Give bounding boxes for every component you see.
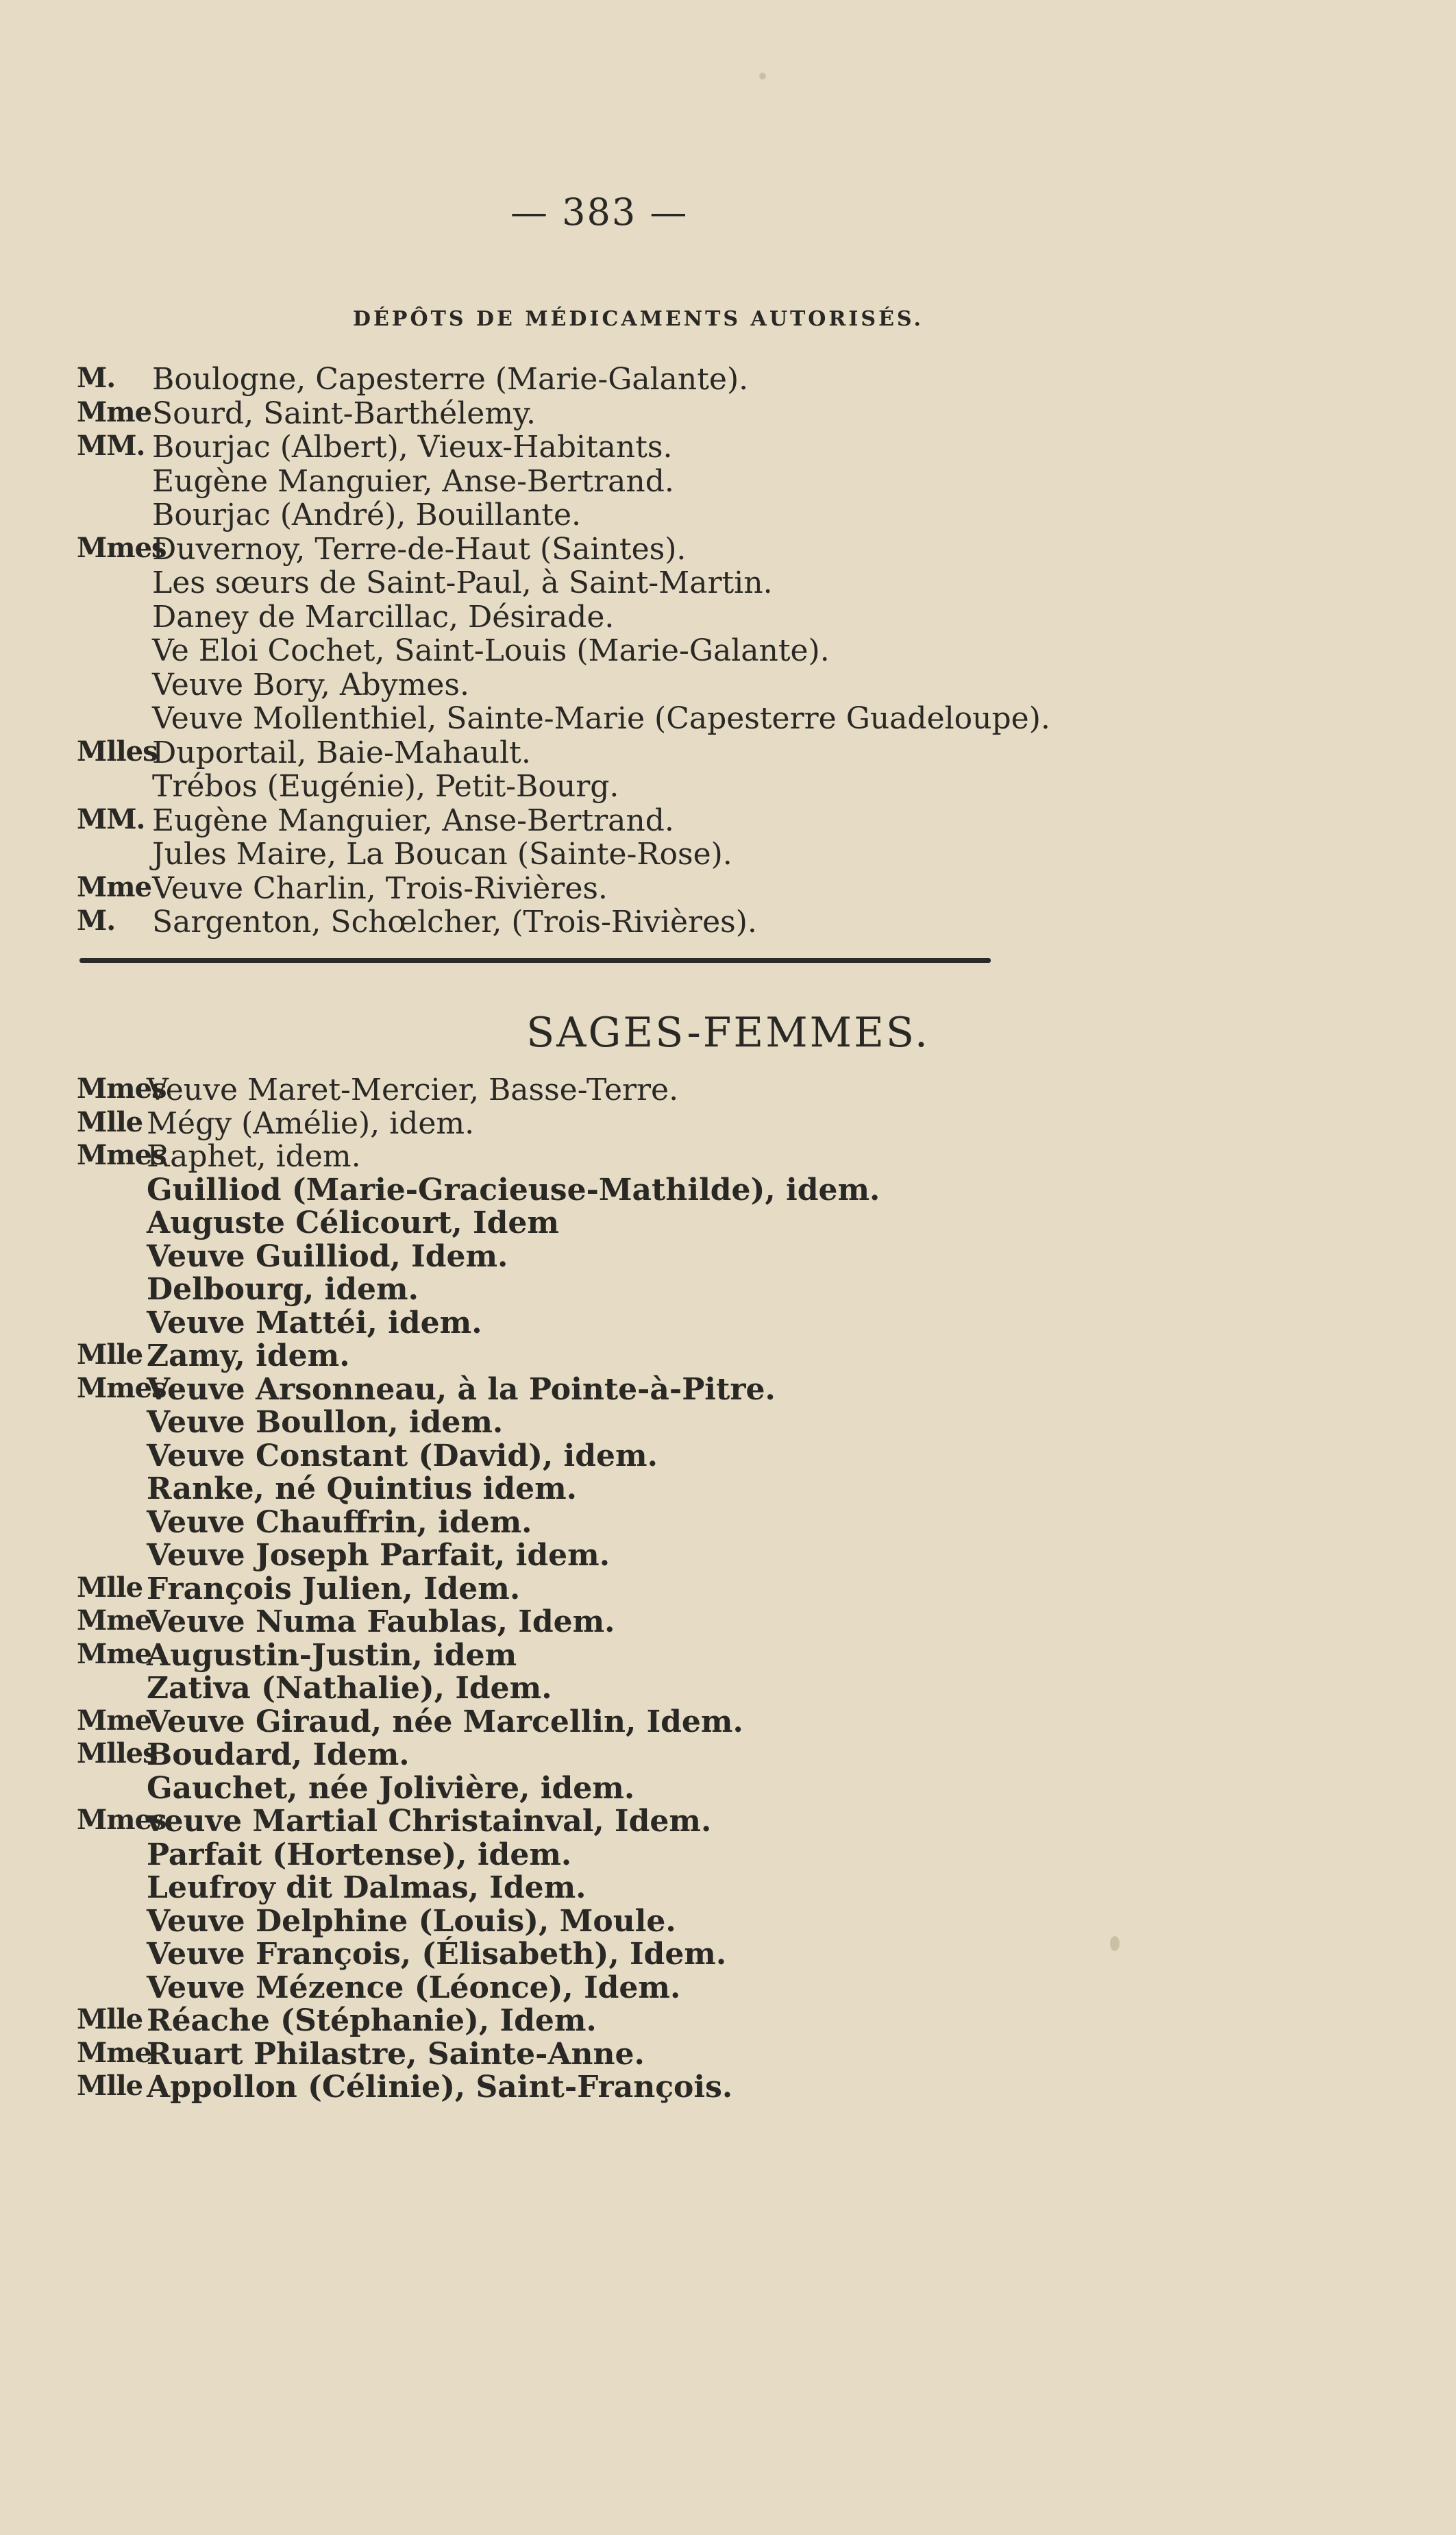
honorific-prefix: Mme	[77, 1704, 152, 1737]
list-item	[0, 1704, 1456, 1737]
entry-text: Veuve Guilliod, Idem.	[147, 1238, 508, 1274]
entry-text: François Julien, Idem.	[147, 1571, 521, 1606]
entry-text: Veuve Numa Faublas, Idem.	[147, 1604, 615, 1639]
entry-text: Veuve François, (Élisabeth), Idem.	[147, 1937, 727, 1972]
list-item	[0, 2037, 1456, 2070]
entry-text: Veuve Charlin, Trois-Rivières.	[152, 870, 608, 906]
list-item	[0, 1239, 1456, 1272]
list-item	[0, 1505, 1456, 1538]
paper-spot	[759, 73, 766, 79]
list-item	[0, 1073, 1456, 1105]
list-item	[0, 464, 1456, 497]
list-item	[0, 668, 1456, 700]
list-item	[0, 396, 1456, 429]
entry-text: Veuve Mattéi, idem.	[147, 1305, 482, 1340]
honorific-prefix: Mme	[77, 1604, 152, 1637]
entry-text: Veuve Constant (David), idem.	[147, 1438, 658, 1473]
entry-text: Veuve Mollenthiel, Sainte-Marie (Capesterre Guadeloupe).	[152, 701, 1050, 736]
honorific-prefix: M.	[77, 905, 116, 937]
paper-spot	[1110, 1936, 1120, 1951]
honorific-prefix: Mmes	[77, 1139, 166, 1171]
entry-text: Zativa (Nathalie), Idem.	[147, 1671, 552, 1706]
list-item	[0, 430, 1456, 463]
entry-text: Duportail, Baie-Mahault.	[152, 735, 531, 770]
honorific-prefix: Mlle	[77, 1338, 143, 1371]
list-item	[0, 1438, 1456, 1471]
list-item	[0, 1671, 1456, 1704]
entry-text: Veuve Maret-Mercier, Basse-Terre.	[147, 1073, 679, 1107]
list-item	[0, 1372, 1456, 1405]
entry-text: Guilliod (Marie-Gracieuse-Mathilde), idem.	[147, 1172, 880, 1208]
list-item	[0, 1571, 1456, 1604]
entry-text: Veuve Delphine (Louis), Moule.	[147, 1903, 676, 1939]
honorific-prefix: Mme	[77, 870, 152, 903]
list-item	[0, 871, 1456, 904]
list-item	[0, 1937, 1456, 1970]
section-title-depots: DÉPÔTS DE MÉDICAMENTS AUTORISÉS.	[353, 307, 924, 331]
list-item	[0, 1106, 1456, 1139]
list-item	[0, 769, 1456, 802]
list-item	[0, 498, 1456, 530]
entry-text: Auguste Célicourt, Idem	[147, 1205, 559, 1240]
page-number-text: — 383 —	[510, 191, 689, 234]
list-item	[0, 565, 1456, 598]
entry-text: Jules Maire, La Boucan (Sainte-Rose).	[152, 837, 732, 872]
list-item	[0, 1604, 1456, 1637]
entry-text: Réache (Stéphanie), Idem.	[147, 2003, 597, 2038]
section-divider	[79, 958, 991, 963]
list-item	[0, 362, 1456, 395]
entry-text: Veuve Joseph Parfait, idem.	[147, 1538, 610, 1573]
honorific-prefix: Mlles	[77, 1737, 158, 1769]
list-item	[0, 735, 1456, 768]
list-item	[0, 600, 1456, 633]
entry-text: Boudard, Idem.	[147, 1737, 410, 1772]
list-item	[0, 1338, 1456, 1371]
entry-text: Veuve Bory, Abymes.	[152, 667, 469, 702]
entry-text: Delbourg, idem.	[147, 1272, 419, 1307]
honorific-prefix: Mmes	[77, 1371, 166, 1404]
entry-text: Eugène Manguier, Anse-Bertrand.	[152, 803, 674, 838]
honorific-prefix: Mmes	[77, 531, 166, 564]
section-title-sages-femmes: SAGES-FEMMES.	[526, 1009, 930, 1057]
list-item	[0, 1405, 1456, 1438]
honorific-prefix: Mlle	[77, 1105, 143, 1138]
list-item	[0, 837, 1456, 870]
list-item	[0, 1904, 1456, 1937]
entry-text: Veuve Mézence (Léonce), Idem.	[147, 1970, 681, 2005]
honorific-prefix: Mlles	[77, 735, 158, 768]
honorific-prefix: Mlle	[77, 1571, 143, 1604]
entry-text: Leufroy dit Dalmas, Idem.	[147, 1870, 587, 1905]
entry-text: Bourjac (André), Bouillante.	[152, 498, 582, 532]
entry-text: Raphet, idem.	[147, 1139, 361, 1174]
entry-text: Les sœurs de Saint-Paul, à Saint-Martin.	[152, 565, 773, 600]
honorific-prefix: Mme	[77, 395, 152, 428]
list-item	[0, 1970, 1456, 2003]
entry-text: Mégy (Amélie), idem.	[147, 1105, 475, 1141]
list-item	[0, 1638, 1456, 1671]
list-item	[0, 1737, 1456, 1770]
entry-text: Veuve Giraud, née Marcellin, Idem.	[147, 1704, 743, 1739]
list-item	[0, 1804, 1456, 1837]
honorific-prefix: Mmes	[77, 1073, 166, 1105]
entry-text: Appollon (Célinie), Saint-François.	[147, 2070, 733, 2105]
entry-text: Ve Eloi Cochet, Saint-Louis (Marie-Galante).	[152, 633, 830, 668]
entry-text: Augustin-Justin, idem	[147, 1637, 517, 1673]
entry-text: Trébos (Eugénie), Petit-Bourg.	[152, 769, 619, 804]
honorific-prefix: Mme	[77, 1637, 152, 1670]
list-item	[0, 2003, 1456, 2036]
entry-text: veuve Martial Christainval, Idem.	[147, 1804, 712, 1839]
list-item	[0, 1471, 1456, 1504]
list-item	[0, 1870, 1456, 1903]
entry-text: Sourd, Saint-Barthélemy.	[152, 395, 536, 431]
entry-text: Veuve Boullon, idem.	[147, 1405, 504, 1440]
honorific-prefix: Mlle	[77, 2070, 143, 2102]
entry-text: Duvernoy, Terre-de-Haut (Saintes).	[152, 531, 687, 567]
list-item	[0, 1172, 1456, 1208]
entry-text: Boulogne, Capesterre (Marie-Galante).	[152, 362, 749, 397]
list-item	[0, 905, 1456, 938]
list-item	[0, 1272, 1456, 1305]
entry-text: Ranke, né Quintius idem.	[147, 1471, 577, 1506]
list-item	[0, 1771, 1456, 1804]
entry-text: Daney de Marcillac, Désirade.	[152, 599, 615, 635]
list-item	[0, 633, 1456, 666]
entry-text: Veuve Chauffrin, idem.	[147, 1504, 532, 1540]
list-item	[0, 803, 1456, 836]
list-item	[0, 1306, 1456, 1338]
list-item	[0, 532, 1456, 565]
entry-text: Eugène Manguier, Anse-Bertrand.	[152, 463, 674, 499]
honorific-prefix: MM.	[77, 430, 145, 462]
honorific-prefix: Mme	[77, 2036, 152, 2069]
entry-text: Parfait (Hortense), idem.	[147, 1837, 572, 1872]
entry-text: Veuve Arsonneau, à la Pointe-à-Pitre.	[147, 1371, 776, 1407]
honorific-prefix: M.	[77, 362, 116, 394]
entry-text: Gauchet, née Jolivière, idem.	[147, 1770, 635, 1806]
entry-text: Bourjac (Albert), Vieux-Habitants.	[152, 430, 673, 465]
entry-text: Ruart Philastre, Sainte-Anne.	[147, 2036, 645, 2072]
entry-text: Sargenton, Schœlcher, (Trois-Rivières).	[152, 905, 757, 940]
entry-text: Zamy, idem.	[147, 1338, 350, 1373]
honorific-prefix: Mmes	[77, 1804, 166, 1836]
honorific-prefix: Mlle	[77, 2003, 143, 2035]
list-item	[0, 1837, 1456, 1870]
list-item	[0, 1205, 1456, 1238]
list-item	[0, 1538, 1456, 1571]
list-item	[0, 2070, 1456, 2103]
honorific-prefix: MM.	[77, 803, 145, 835]
list-item	[0, 1139, 1456, 1172]
list-item	[0, 701, 1456, 734]
